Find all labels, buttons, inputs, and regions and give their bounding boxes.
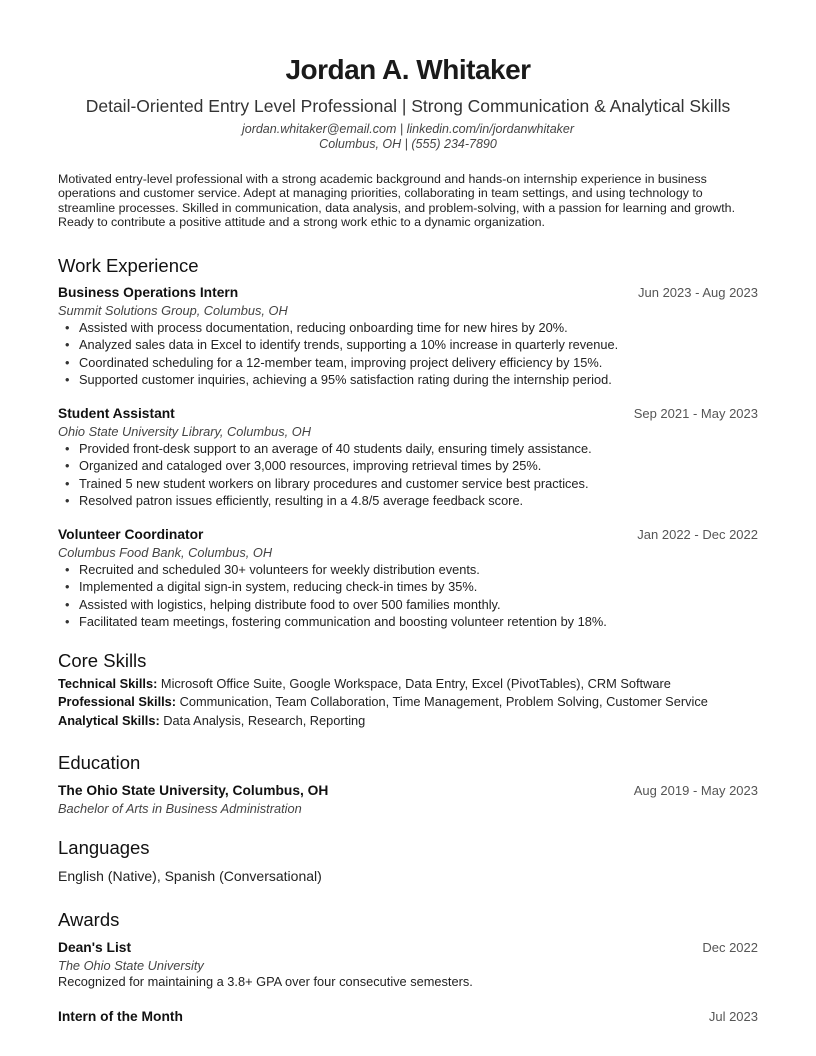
degree: Bachelor of Arts in Business Administration (58, 801, 302, 817)
bullet-item: • Facilitated team meetings, fostering communication and boosting volunteer retention by 18%. (79, 613, 758, 631)
job-bullets (58, 319, 758, 389)
job-dates: Sep 2021 - May 2023 (633, 405, 758, 421)
skill-value: Data Analysis, Research, Reporting (163, 712, 366, 728)
school-name: The Ohio State University, Columbus, OH (58, 783, 329, 799)
section-title: Languages (58, 837, 150, 859)
bullet-item: • Assisted with process documentation, reducing onboarding time for new hires by 20%. (79, 319, 758, 337)
skill-label: Professional Skills: (58, 694, 177, 710)
award-date: Jul 2023 (708, 1009, 758, 1025)
job-entry (58, 526, 758, 631)
job-bullets (58, 561, 758, 631)
candidate-name: Jordan A. Whitaker (285, 54, 531, 85)
section-title: Core Skills (58, 649, 147, 671)
job-entry (58, 284, 758, 389)
bullet-item: • Trained 5 new student workers on library procedures and customer service best practices. (79, 475, 758, 493)
skill-label: Technical Skills: (58, 675, 158, 691)
core-skills-section (58, 650, 758, 731)
section-title: Work Experience (58, 254, 199, 276)
bullet-item: • Coordinated scheduling for a 12-member team, improving project delivery efficiency by 15%. (79, 354, 758, 372)
bullet-item: • Organized and cataloged over 3,000 resources, improving retrieval times by 25%. (79, 457, 758, 475)
bullet-item: • Assisted with logistics, helping distribute food to over 500 families monthly. (79, 596, 758, 614)
skill-label: Analytical Skills: (58, 712, 160, 728)
education-dates: Aug 2019 - May 2023 (633, 783, 758, 799)
skill-line-professional (58, 693, 758, 712)
headline: Detail-Oriented Entry Level Professional | Strong Communication & Analytical Skills (85, 96, 731, 116)
bullet-item: • Implemented a digital sign-in system, reducing check-in times by 35%. (79, 578, 758, 596)
award-header (58, 939, 758, 957)
bullet-item: • Analyzed sales data in Excel to identify trends, supporting a 10% increase in quarterly revenue. (79, 336, 758, 354)
professional-summary: Motivated entry-level professional with a strong academic background and hands-on internship experience in business operations and customer service. Adept at managing priorities, collaborating in team settings, and using technology to streamline processes. Skilled in communication, data analysis, and problem-solving, with a passion for learning and growth. Ready to contribute a positive attitude and a strong work ethic to a dynamic organization. (58, 172, 736, 230)
job-title: Volunteer Coordinator (58, 526, 204, 542)
contact-line-location-phone: Columbus, OH | (555) 234-7890 (319, 137, 497, 151)
award-entry (58, 939, 758, 990)
bullet-item: • Recruited and scheduled 30+ volunteers for weekly distribution events. (79, 561, 758, 579)
award-date: Dec 2022 (702, 940, 758, 956)
job-header (58, 284, 758, 302)
skill-value: Microsoft Office Suite, Google Workspace, Data Entry, Excel (PivotTables), CRM Software (160, 675, 671, 691)
job-title: Student Assistant (58, 405, 175, 421)
award-entry (58, 1008, 758, 1026)
award-title: Intern of the Month (58, 1009, 183, 1025)
job-organization: Columbus Food Bank, Columbus, OH (58, 544, 273, 560)
award-description: Recognized for maintaining a 3.8+ GPA over four consecutive semesters. (58, 974, 473, 990)
languages-text: English (Native), Spanish (Conversational) (58, 868, 322, 885)
work-experience-section (58, 255, 758, 631)
job-dates: Jun 2023 - Aug 2023 (638, 284, 758, 300)
section-title: Awards (58, 909, 120, 931)
job-header (58, 405, 758, 423)
education-entry (58, 782, 758, 817)
job-dates: Jan 2022 - Dec 2022 (637, 526, 758, 542)
job-title: Business Operations Intern (58, 284, 239, 300)
bullet-item: • Resolved patron issues efficiently, resulting in a 4.8/5 average feedback score. (79, 492, 758, 510)
education-section (58, 752, 758, 817)
skill-line-technical (58, 675, 758, 694)
award-header (58, 1008, 758, 1026)
bullet-item: • Provided front-desk support to an average of 40 students daily, ensuring timely assistance. (79, 440, 758, 458)
job-bullets (58, 440, 758, 510)
education-header (58, 782, 758, 800)
job-organization: Summit Solutions Group, Columbus, OH (58, 302, 288, 318)
skill-value: Communication, Team Collaboration, Time Management, Problem Solving, Customer Service (179, 694, 708, 710)
job-header (58, 526, 758, 544)
awards-section (58, 909, 758, 1026)
bullet-item: • Supported customer inquiries, achieving a 95% satisfaction rating during the internship period. (79, 371, 758, 389)
languages-section (58, 837, 758, 885)
section-title: Education (58, 752, 141, 774)
award-title: Dean's List (58, 940, 132, 956)
skills-list (58, 675, 758, 731)
job-organization: Ohio State University Library, Columbus, OH (58, 423, 311, 439)
job-entry (58, 405, 758, 510)
award-organization: The Ohio State University (58, 958, 204, 974)
contact-line-email-linkedin: jordan.whitaker@email.com | linkedin.com/in/jordanwhitaker (241, 122, 575, 136)
skill-line-analytical (58, 712, 758, 731)
